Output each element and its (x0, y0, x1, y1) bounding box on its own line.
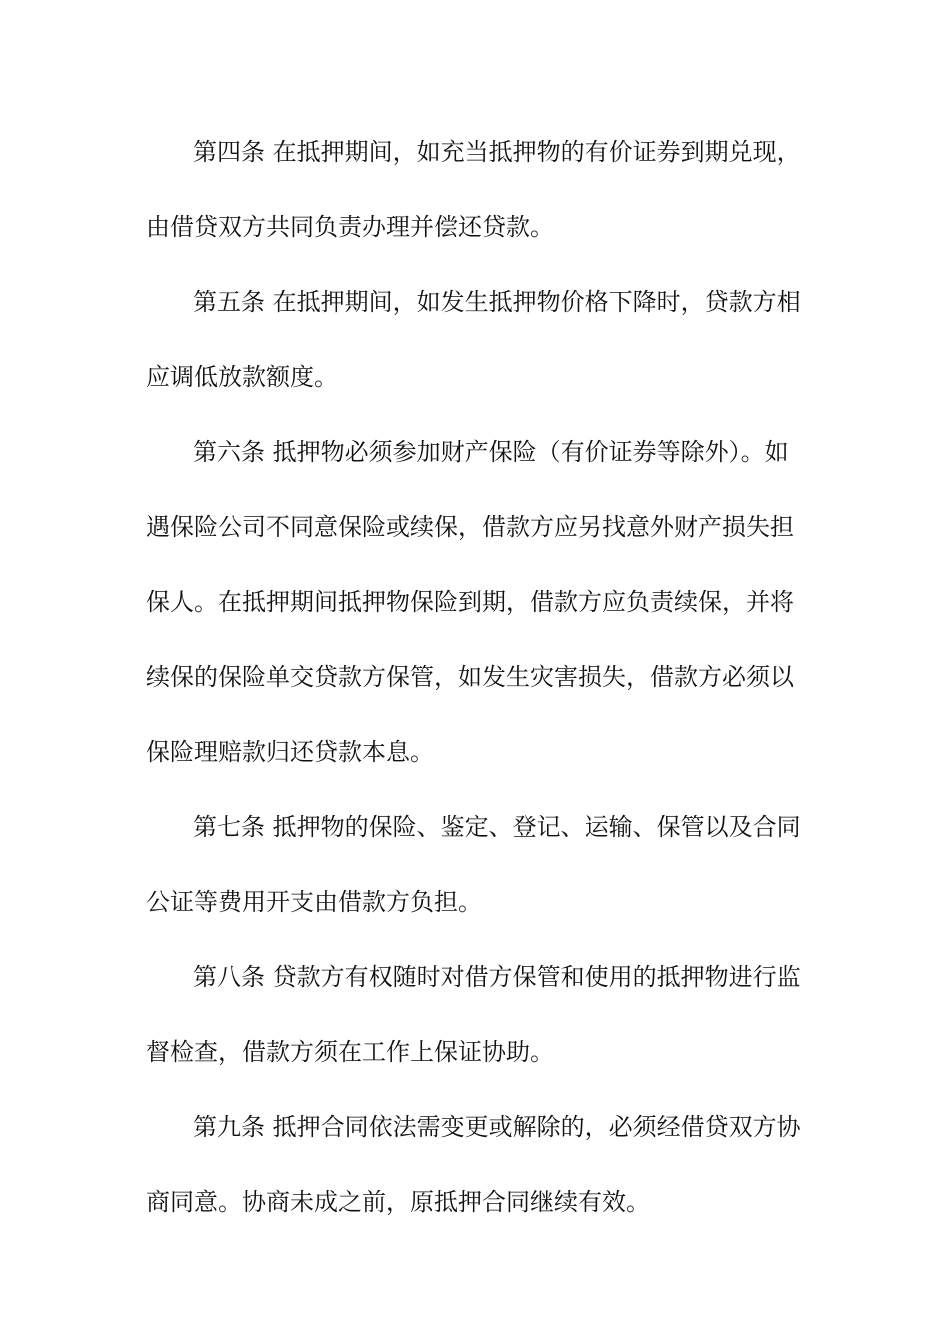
article-9-line-2: 商同意。协商未成之前，原抵押合同继续有效。 (146, 1188, 650, 1216)
article-6-line-5: 保险理赔款归还贷款本息。 (146, 738, 434, 766)
article-7-line-2: 公证等费用开支由借款方负担。 (146, 888, 482, 916)
article-9-line-1: 第九条 抵押合同依法需变更或解除的，必须经借贷双方协 (193, 1113, 801, 1141)
article-6-line-1: 第六条 抵押物必须参加财产保险（有价证券等除外）。如 (193, 438, 789, 466)
article-8-line-2: 督检查，借款方须在工作上保证协助。 (146, 1038, 554, 1066)
article-4-line-2: 由借贷双方共同负责办理并偿还贷款。 (146, 213, 554, 241)
article-5-line-1: 第五条 在抵押期间，如发生抵押物价格下降时，贷款方相 (193, 288, 801, 316)
article-6-line-4: 续保的保险单交贷款方保管，如发生灾害损失，借款方必须以 (146, 663, 794, 691)
article-5-line-2: 应调低放款额度。 (146, 363, 338, 391)
article-6-line-3: 保人。在抵押期间抵押物保险到期，借款方应负责续保，并将 (146, 588, 794, 616)
article-7-line-1: 第七条 抵押物的保险、鉴定、登记、运输、保管以及合同 (193, 813, 801, 841)
document-body (146, 132, 806, 1257)
article-8-line-1: 第八条 贷款方有权随时对借方保管和使用的抵押物进行监 (193, 963, 801, 991)
article-6-line-2: 遇保险公司不同意保险或续保，借款方应另找意外财产损失担 (146, 513, 794, 541)
article-4-line-1: 第四条 在抵押期间，如充当抵押物的有价证券到期兑现， (193, 138, 801, 166)
